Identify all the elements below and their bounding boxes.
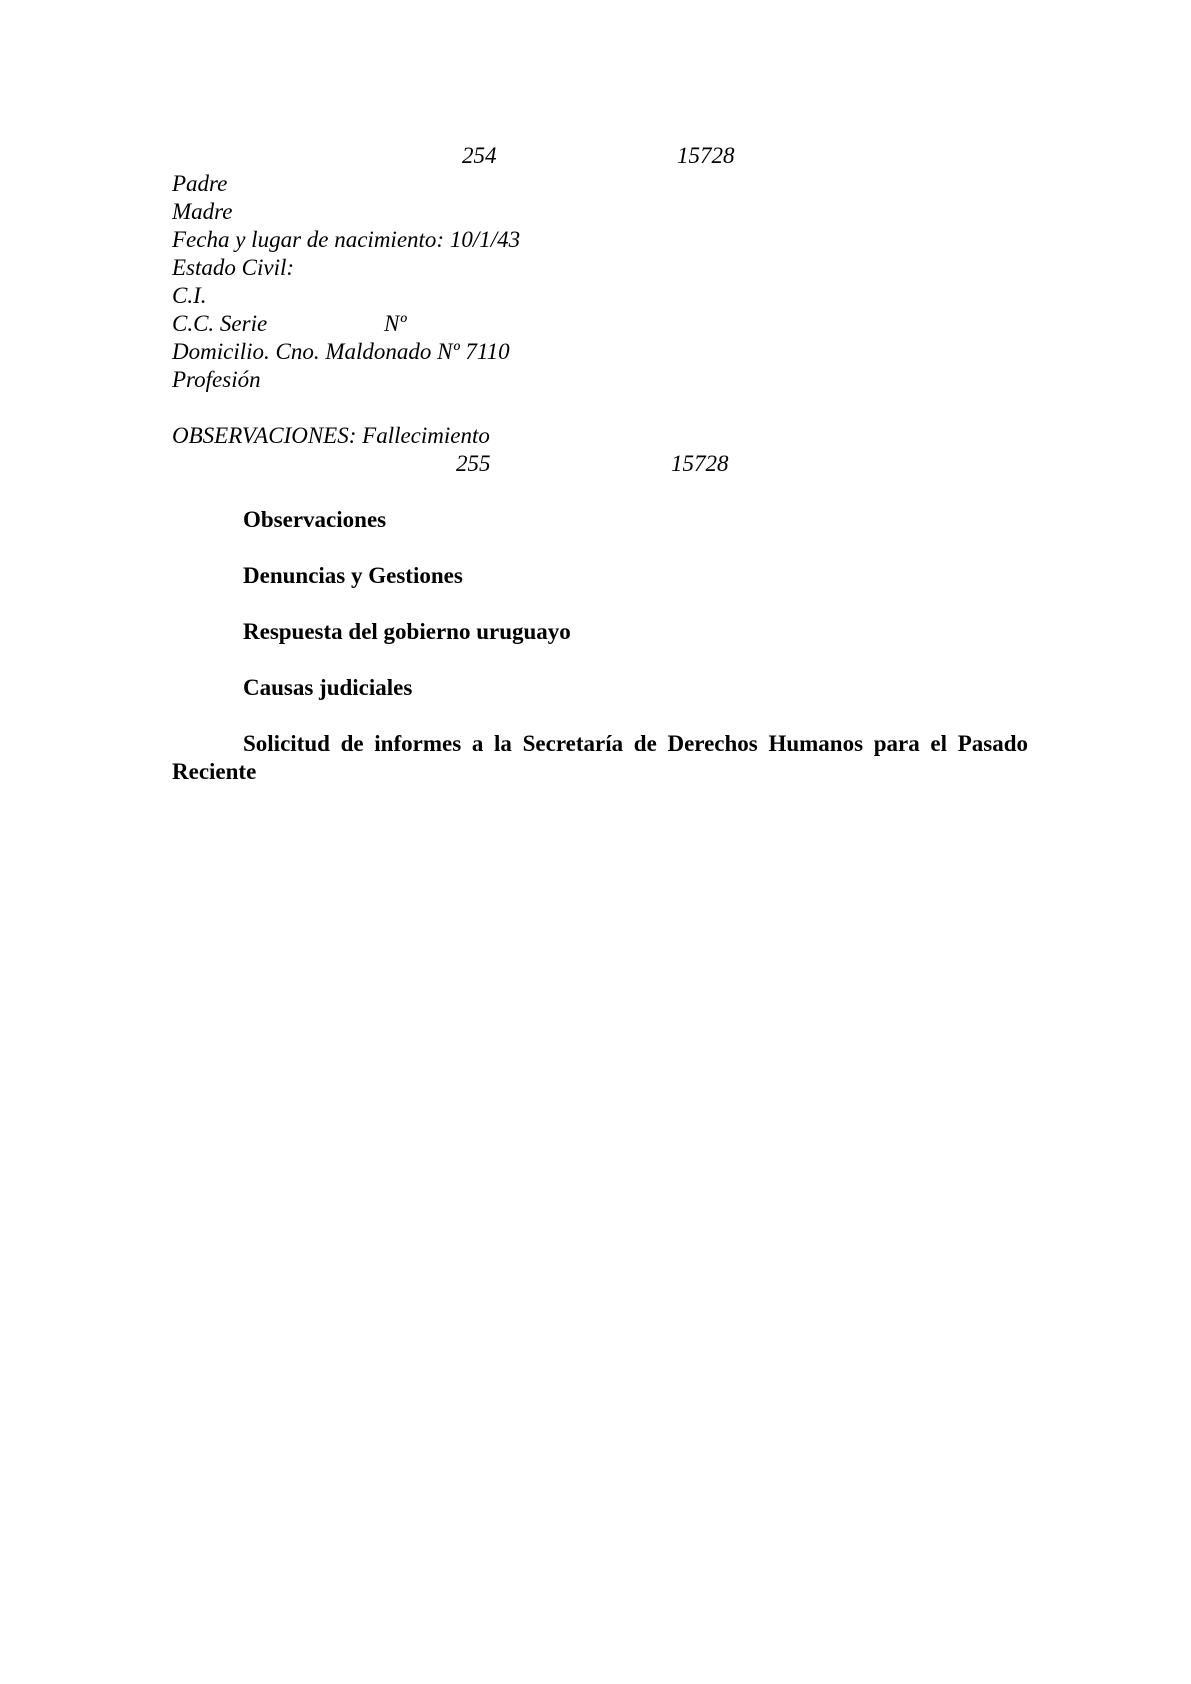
heading-solicitud-informes: Solicitud de informes a la Secretaría de Derechos Humanos para el Pasado Reciente [172,731,1028,784]
heading-denuncias-gestiones: Denuncias y Gestiones [243,563,463,588]
page-number-1: 254 [462,143,497,168]
field-ci: C.I. [172,283,207,308]
cc-no-label: Nº [384,311,407,336]
folio-number-2: 15728 [671,451,729,476]
field-profesion: Profesión [172,367,261,392]
field-domicilio: Domicilio. Cno. Maldonado Nº 7110 [172,339,510,364]
field-padre: Padre [172,171,228,196]
folio-number-1: 15728 [677,143,735,168]
cc-serie-label: C.C. Serie [172,311,268,336]
heading-respuesta-gobierno: Respuesta del gobierno uruguayo [243,619,571,644]
field-cc-serie [172,310,407,338]
heading-observaciones: Observaciones [243,507,387,532]
field-observaciones: OBSERVACIONES: Fallecimiento [172,423,490,448]
field-madre: Madre [172,199,233,224]
page-number-2: 255 [456,451,491,476]
heading-causas-judiciales: Causas judiciales [243,675,413,700]
field-fecha-nacimiento: Fecha y lugar de nacimiento: 10/1/43 [172,227,521,252]
field-estado-civil: Estado Civil: [172,255,295,280]
